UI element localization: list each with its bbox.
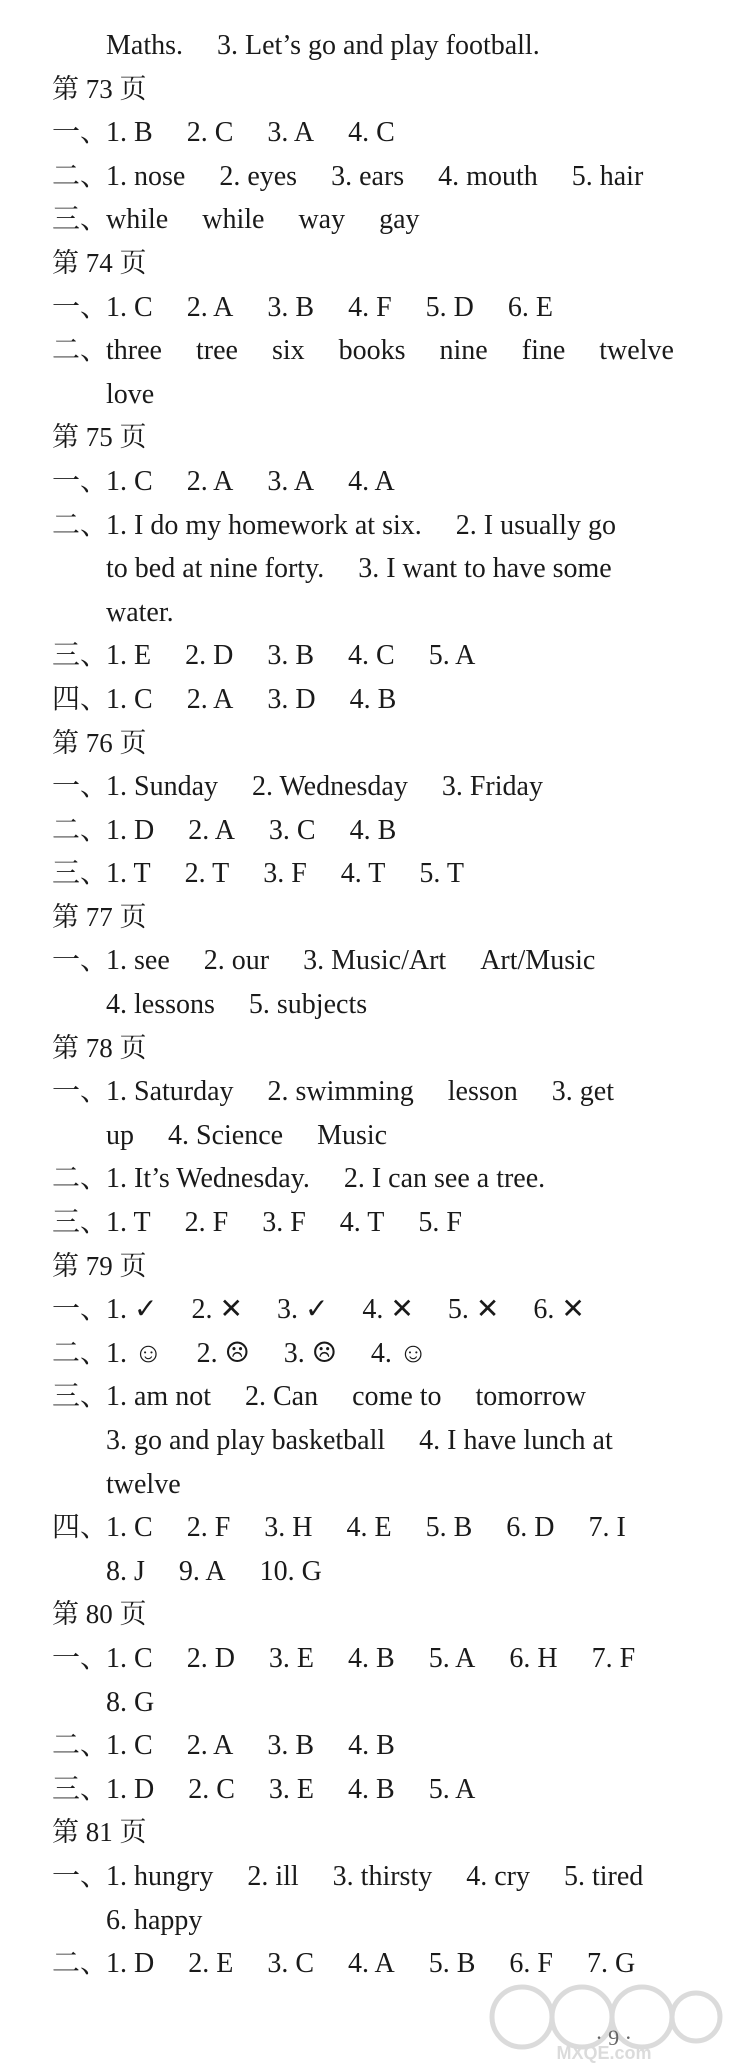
answer-row-continuation — [0, 373, 742, 417]
answer-item: 4. B — [349, 683, 397, 715]
answer-item: twelve — [599, 335, 674, 367]
answer-item: 2. eyes — [219, 160, 298, 192]
answer-item: 2. T — [184, 858, 230, 890]
answer-item: 2. swimming — [267, 1076, 414, 1108]
answer-item: 2. I can see a tree. — [343, 1163, 546, 1195]
answer-row — [0, 286, 742, 330]
section-marker: 一、 — [52, 1860, 109, 1892]
answer-item: 3. go and play basketball — [106, 1425, 386, 1456]
answer-item: 3. H — [264, 1512, 313, 1544]
answer-item: 4. C — [348, 640, 395, 672]
section-marker: 三、 — [52, 1207, 109, 1239]
answer-row-continuation — [0, 591, 742, 635]
answer-item: 5. ✕ — [447, 1294, 500, 1326]
answer-item: 6. E — [507, 291, 553, 323]
answer-item: 2. ☹ — [196, 1337, 250, 1369]
answer-item: Music — [317, 1119, 388, 1151]
answer-item: 1. see — [106, 945, 170, 977]
answer-item: 3. E — [268, 1642, 315, 1674]
answer-row — [0, 329, 742, 373]
answer-row-continuation — [0, 1463, 742, 1507]
answer-row — [0, 1506, 742, 1550]
answer-item: 8. J — [106, 1555, 145, 1587]
page-heading: 第 80 页 — [52, 1599, 147, 1630]
answer-item: gay — [379, 204, 420, 236]
answer-item: 5. A — [428, 640, 476, 672]
page-number: · 9 · — [595, 2025, 632, 2050]
answer-item: 2. D — [185, 640, 234, 672]
answer-item: 2. A — [186, 683, 234, 715]
answer-item: 1. ✓ — [106, 1294, 158, 1326]
answer-item: 5. subjects — [248, 989, 368, 1021]
answer-item: 5. B — [428, 1948, 476, 1980]
answer-item: 1. Sunday — [106, 771, 218, 803]
answer-item: nine — [439, 335, 488, 367]
answer-item: books — [338, 335, 406, 367]
answer-item: 1. D — [106, 1773, 155, 1805]
answer-row — [0, 1157, 742, 1201]
answer-item: 2. A — [186, 1730, 234, 1762]
answer-item: 4. B — [348, 1730, 395, 1762]
answer-item: 3. C — [268, 814, 316, 846]
answer-item: 3. B — [267, 291, 315, 323]
answer-item: 2. I usually go — [455, 509, 616, 541]
answer-row-continuation — [0, 547, 742, 591]
answer-item: 2. ✕ — [191, 1294, 243, 1326]
section-marker: 二、 — [52, 814, 109, 846]
answer-item: 5. F — [418, 1207, 462, 1239]
answer-item: lesson — [447, 1076, 518, 1108]
section-marker: 二、 — [52, 1730, 109, 1762]
answer-item: 4. mouth — [438, 160, 538, 192]
answer-item: 1. C — [106, 1512, 153, 1544]
page-heading: 第 75 页 — [52, 422, 147, 453]
answer-item: 2. F — [186, 1512, 231, 1544]
answer-item: 1. C — [106, 465, 153, 497]
answer-item: 5. B — [425, 1512, 473, 1544]
answer-item: 1. D — [106, 1948, 155, 1980]
page-heading: 第 81 页 — [52, 1817, 147, 1848]
answer-item: 5. A — [428, 1642, 476, 1674]
answer-item: 3. E — [268, 1773, 315, 1805]
answer-item: 4. B — [349, 814, 397, 846]
answer-row-continuation — [0, 1899, 742, 1943]
answer-item: 1. C — [106, 1730, 153, 1762]
answer-item: 3. B — [267, 1730, 315, 1762]
answer-item: 4. A — [348, 1948, 395, 1980]
answer-row — [0, 939, 742, 983]
answer-item: 7. I — [588, 1512, 626, 1544]
section-marker: 一、 — [52, 945, 109, 977]
section-marker: 二、 — [52, 1948, 109, 1980]
answer-item: 4. cry — [466, 1860, 530, 1892]
answer-item: 3. Let’s go and play football. — [217, 30, 540, 61]
answer-item: fine — [521, 335, 566, 367]
answer-row — [0, 1768, 742, 1812]
answer-row — [0, 809, 742, 853]
answer-item: while — [202, 204, 265, 236]
section-marker: 二、 — [52, 160, 109, 192]
answer-row-continuation — [0, 1681, 742, 1725]
answer-item: 4. Science — [168, 1119, 284, 1151]
answer-item: 2. C — [188, 1773, 235, 1805]
section-marker: 二、 — [52, 509, 109, 541]
answer-item: 1. C — [106, 1642, 153, 1674]
answer-item: 7. F — [591, 1642, 636, 1674]
answer-item: tree — [195, 335, 238, 367]
answer-row — [0, 1201, 742, 1245]
answer-item: 4. B — [348, 1642, 395, 1674]
answer-row — [0, 1288, 742, 1332]
answer-item: 2. Can — [245, 1381, 319, 1413]
answer-item: 10. G — [259, 1555, 322, 1587]
answer-item: 1. I do my homework at six. — [106, 509, 422, 541]
page-heading: 第 76 页 — [52, 727, 147, 758]
answer-row-continuation — [0, 1114, 742, 1158]
section-marker: 三、 — [52, 204, 109, 236]
answer-row — [0, 852, 742, 896]
answer-item: 6. ✕ — [533, 1294, 585, 1326]
answer-row — [0, 198, 742, 242]
answer-item: 3. F — [263, 858, 307, 890]
section-marker: 三、 — [52, 858, 109, 890]
answer-row — [0, 634, 742, 678]
answer-item: 1. B — [106, 117, 153, 149]
answer-row — [0, 1070, 742, 1114]
answer-item: 1. E — [106, 640, 152, 672]
answer-row-continuation — [0, 24, 742, 68]
answer-item: 3. A — [267, 465, 315, 497]
answer-row-continuation — [0, 1419, 742, 1463]
answer-item: 3. ✓ — [276, 1294, 329, 1326]
answer-item: three — [106, 335, 162, 367]
answer-item: 2. our — [203, 945, 270, 977]
answer-item: 6. H — [509, 1642, 558, 1674]
answer-item: 3. B — [267, 640, 315, 672]
page-heading: 第 74 页 — [52, 247, 147, 278]
answer-item: 1. hungry — [106, 1860, 214, 1892]
answer-item: way — [298, 204, 346, 236]
answer-row — [0, 504, 742, 548]
answer-row — [0, 1724, 742, 1768]
answer-item: six — [271, 335, 305, 367]
answer-row — [0, 1375, 742, 1419]
section-marker: 四、 — [52, 1512, 109, 1544]
page-heading: 第 79 页 — [52, 1250, 147, 1281]
answer-row — [0, 111, 742, 155]
answer-item: 4. T — [339, 1207, 385, 1239]
section-marker: 一、 — [52, 1076, 109, 1108]
answer-row-continuation — [0, 983, 742, 1027]
answer-item: 1. am not — [106, 1381, 211, 1413]
section-marker: 二、 — [52, 1163, 109, 1195]
section-marker: 三、 — [52, 1773, 109, 1805]
section-marker: 二、 — [52, 335, 109, 367]
section-marker: 三、 — [52, 1381, 109, 1413]
answer-item: 4. A — [348, 465, 395, 497]
answer-item: love — [106, 378, 155, 410]
answer-item: 3. A — [267, 117, 315, 149]
answer-item: 3. I want to have some — [358, 553, 612, 585]
watermark-text: MXQE.com — [556, 2043, 652, 2063]
answer-item: 3. F — [262, 1207, 306, 1239]
answer-item: Art/Music — [480, 945, 596, 977]
answer-item: 3. ☹ — [283, 1337, 337, 1369]
section-marker: 三、 — [52, 640, 109, 672]
answer-item: up — [106, 1119, 134, 1151]
answer-item: 6. D — [506, 1512, 555, 1544]
answer-row — [0, 678, 742, 722]
answer-item: 5. A — [428, 1773, 476, 1805]
section-marker: 一、 — [52, 771, 109, 803]
answer-item: 2. A — [186, 465, 234, 497]
answer-item: 2. Wednesday — [252, 771, 408, 803]
answer-item: 1. Saturday — [106, 1076, 234, 1108]
answer-item: twelve — [106, 1468, 181, 1500]
answer-row-continuation — [0, 1550, 742, 1594]
page-heading: 第 77 页 — [52, 901, 147, 932]
answer-row — [0, 1637, 742, 1681]
answer-item: water. — [106, 596, 174, 628]
answer-item: 5. D — [425, 291, 474, 323]
answer-item: while — [106, 204, 169, 236]
answer-item: 4. I have lunch at — [419, 1425, 613, 1456]
answer-item: 1. ☺ — [106, 1337, 163, 1369]
answer-row — [0, 1332, 742, 1376]
answer-item: 3. C — [267, 1948, 315, 1980]
answer-item: 4. ☺ — [370, 1337, 428, 1369]
section-marker: 一、 — [52, 117, 109, 149]
page-heading: 第 73 页 — [52, 73, 147, 104]
answer-item: 9. A — [178, 1555, 226, 1587]
answer-item: 7. G — [586, 1948, 636, 1980]
answer-item: 1. D — [106, 814, 155, 846]
answer-item: 3. get — [551, 1076, 614, 1108]
answer-item: 2. ill — [247, 1860, 299, 1892]
answer-item: 1. C — [106, 683, 153, 715]
answer-item: tomorrow — [475, 1381, 586, 1413]
answer-item: 2. F — [184, 1207, 229, 1239]
answer-item: 2. A — [188, 814, 235, 846]
answer-item: 4. C — [348, 117, 395, 149]
answer-item: 5. T — [419, 858, 465, 890]
answer-item: 4. F — [348, 291, 392, 323]
answer-item: 2. D — [186, 1642, 235, 1674]
section-marker: 一、 — [52, 291, 109, 323]
section-marker: 一、 — [52, 1294, 109, 1326]
answer-row — [0, 155, 742, 199]
answer-item: 2. E — [188, 1948, 234, 1980]
answer-row — [0, 765, 742, 809]
answer-item: 3. Music/Art — [303, 945, 447, 977]
answer-item: 1. It’s Wednesday. — [106, 1163, 310, 1195]
answer-item: 4. E — [346, 1512, 392, 1544]
answer-item: 3. thirsty — [332, 1860, 433, 1892]
section-marker: 一、 — [52, 465, 109, 497]
answer-item: 4. T — [340, 858, 386, 890]
answer-item: 1. T — [106, 1207, 151, 1239]
answer-item: 3. ears — [331, 160, 405, 192]
answer-item: come to — [352, 1381, 442, 1413]
answer-item: 1. T — [106, 858, 151, 890]
answer-item: 1. C — [106, 291, 153, 323]
answer-item: 6. F — [509, 1948, 553, 1980]
answer-item: 6. happy — [106, 1904, 203, 1936]
answer-row — [0, 1855, 742, 1899]
answer-item: Maths. — [106, 30, 183, 61]
answer-item: 4. B — [348, 1773, 395, 1805]
answer-item: 1. nose — [106, 160, 186, 192]
answer-item: 5. hair — [571, 160, 644, 192]
answer-row — [0, 460, 742, 504]
answer-item: 4. lessons — [106, 989, 215, 1021]
page-heading: 第 78 页 — [52, 1032, 147, 1063]
section-marker: 四、 — [52, 683, 109, 715]
answer-item: 4. ✕ — [362, 1294, 414, 1326]
section-marker: 一、 — [52, 1642, 109, 1674]
answer-item: 5. tired — [564, 1860, 644, 1892]
answer-item: 2. A — [186, 291, 234, 323]
answer-item: 3. Friday — [441, 771, 543, 803]
section-marker: 二、 — [52, 1337, 109, 1369]
answer-item: 3. D — [267, 683, 316, 715]
answer-item: to bed at nine forty. — [106, 553, 325, 585]
answer-item: 8. G — [106, 1686, 155, 1718]
answer-item: 2. C — [186, 117, 234, 149]
